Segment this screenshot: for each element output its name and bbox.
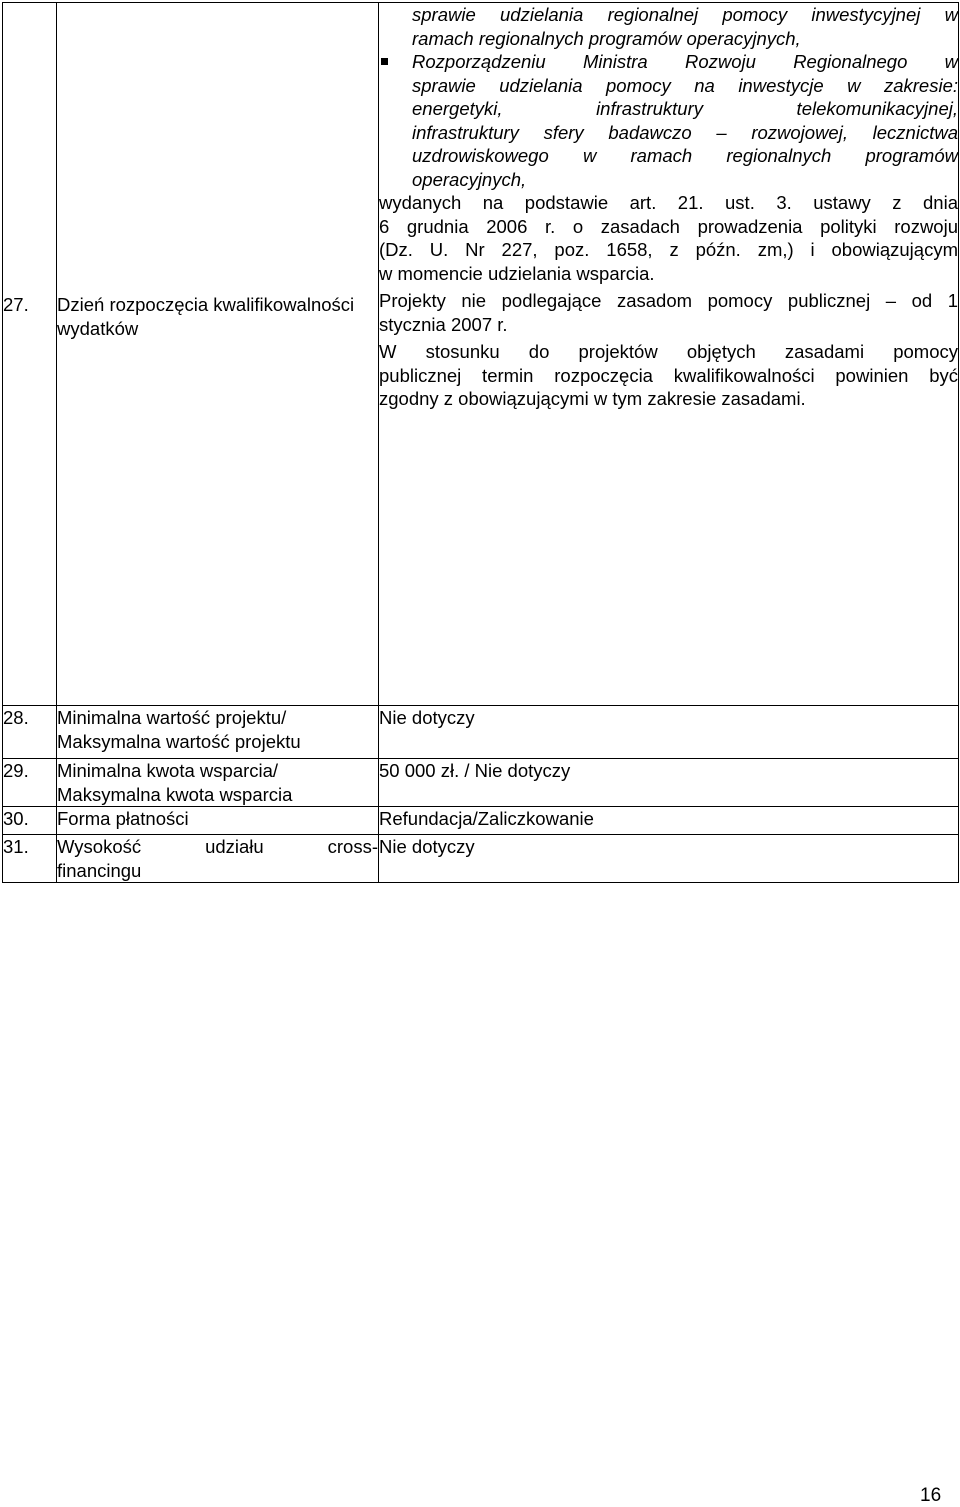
text-line: 6 grudnia 2006 r. o zasadach prowadzenia polityki rozwoju [379,215,958,237]
table-row-28 [3,706,959,759]
text-line: infrastruktury sfery badawczo – rozwojowej, lecznictwa [412,121,958,143]
row-value: Nie dotyczy [379,835,959,883]
label-line: Minimalna wartość projektu/ [57,707,287,728]
row-label [57,706,379,759]
row-value: Nie dotyczy [379,706,959,759]
text-line: publicznej termin rozpoczęcia kwalifikowalności powinien być [379,364,958,386]
text-line: W stosunku do projektów objętych zasadami pomocy [379,341,958,362]
text-line: (Dz. U. Nr 227, poz. 1658, z późn. zm,) i obowiązującym [379,239,958,260]
row-label [57,759,379,807]
label-text: Dzień rozpoczęcia kwalifikowalności wydatków [57,294,355,339]
row-content [379,3,959,706]
table-row-29 [3,759,959,807]
text-line: energetyki, infrastruktury telekomunikacyjnej, [412,98,958,119]
text-line: Projekty nie podlegające zasadom pomocy publicznej – od 1 [379,290,958,311]
row-number: 30. [3,807,57,835]
text-line: w momencie udzielania wsparcia. [379,262,655,284]
page-number: 16 [920,1485,942,1506]
text-line: Rozporządzeniu Ministra Rozwoju Regionalnego w [412,51,958,72]
row-number: 28. [3,706,57,759]
legal-basis [379,191,958,285]
text-line: zgodny z obowiązującymi w tym zakresie zasadami. [379,388,806,409]
square-bullet-icon [381,58,388,65]
label-line: financingu [57,859,142,881]
text-line: sprawie udzielania regionalnej pomocy inwestycyjnej w [412,4,958,25]
text-line: sprawie udzielania pomocy na inwestycje w zakresie: [412,74,958,96]
label-line: Minimalna kwota wsparcia/ [57,760,279,781]
row-label [57,3,379,706]
text-line: stycznia 2007 r. [379,313,508,335]
text-line: ramach regionalnych programów operacyjnych, [412,27,801,49]
label-line: Maksymalna kwota wsparcia [57,783,293,805]
table-row-27 [3,3,959,706]
criteria-table [2,2,959,883]
bullet-item [379,50,958,191]
label-line: Maksymalna wartość projektu [57,730,301,752]
row-number: 31. [3,835,57,883]
row-number: 27. [3,3,57,706]
text-line: operacyjnych, [412,168,527,190]
row-label: Forma płatności [57,807,379,835]
aid-projects-paragraph [379,340,958,411]
text-line: wydanych na podstawie art. 21. ust. 3. ustawy z dnia [379,192,958,213]
table-row-31 [3,835,959,883]
non-aid-projects-paragraph [379,289,958,336]
label-line: Wysokość udziału cross- [57,836,378,857]
italic-intro [379,3,958,50]
row-number: 29. [3,759,57,807]
row-value: Refundacja/Zaliczkowanie [379,807,959,835]
row-value: 50 000 zł. / Nie dotyczy [379,759,959,807]
row-label [57,835,379,883]
table-row-30 [3,807,959,835]
text-line: uzdrowiskowego w ramach regionalnych programów [412,145,958,166]
